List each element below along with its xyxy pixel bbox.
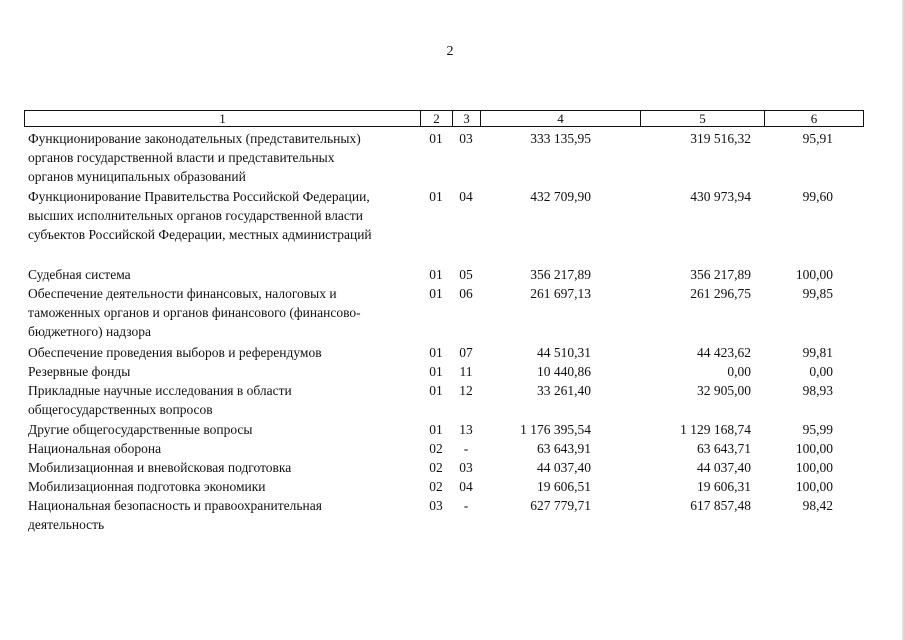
row-value-6: 100,00 [795, 479, 833, 494]
row-subsection: 12 [459, 383, 473, 398]
row-value-5: 0,00 [727, 364, 751, 379]
row-name-line: органов муниципальных образований [28, 169, 246, 184]
header-cell-6: 6 [810, 111, 818, 126]
row-section: 01 [429, 286, 443, 301]
row-name-line: Национальная безопасность и правоохранительная [28, 498, 322, 513]
row-subsection: 05 [459, 267, 473, 282]
row-name-line: Мобилизационная и вневойсковая подготовка [28, 460, 292, 475]
header-cell-5: 5 [641, 111, 765, 126]
row-section: 01 [429, 267, 443, 282]
row-name [28, 187, 420, 244]
row-name [28, 439, 420, 458]
row-value-6: 99,85 [802, 286, 833, 301]
row-section: 03 [429, 498, 443, 513]
row-subsection: 11 [459, 364, 473, 379]
row-section: 01 [429, 131, 443, 146]
row-value-6: 98,93 [802, 383, 833, 398]
row-value-5: 32 905,00 [697, 383, 751, 398]
row-value-6: 99,60 [802, 189, 833, 204]
row-value-5: 617 857,48 [690, 498, 751, 513]
row-value-6: 100,00 [795, 441, 833, 456]
row-value-4: 333 135,95 [530, 131, 591, 146]
row-name-line: деятельность [28, 517, 105, 532]
row-name-line: высших исполнительных органов государственной власти [28, 208, 363, 223]
row-name [28, 343, 420, 362]
row-section: 01 [429, 364, 443, 379]
header-cell-1: 1 [25, 111, 421, 126]
header-cell-4: 4 [481, 111, 641, 126]
row-value-4: 432 709,90 [530, 189, 591, 204]
row-value-5: 63 643,71 [697, 441, 751, 456]
row-section: 01 [429, 189, 443, 204]
row-value-5: 430 973,94 [690, 189, 751, 204]
row-section: 01 [429, 422, 443, 437]
row-name-line: Резервные фонды [28, 364, 131, 379]
row-value-5: 356 217,89 [690, 267, 751, 282]
row-value-5: 1 129 168,74 [680, 422, 751, 437]
row-value-4: 33 261,40 [537, 383, 591, 398]
row-name-line: Другие общегосударственные вопросы [28, 422, 253, 437]
row-subsection: - [463, 498, 469, 513]
row-value-4: 627 779,71 [530, 498, 591, 513]
row-subsection: 03 [459, 131, 473, 146]
row-value-4: 19 606,51 [537, 479, 591, 494]
row-section: 01 [429, 345, 443, 360]
row-value-6: 95,91 [802, 131, 833, 146]
row-value-4: 356 217,89 [530, 267, 591, 282]
row-name-line: Функционирование законодательных (представительных) [28, 131, 361, 146]
row-subsection: 03 [459, 460, 473, 475]
row-name-line: Обеспечение проведения выборов и референдумов [28, 345, 322, 360]
row-section: 02 [429, 441, 443, 456]
row-name [28, 284, 420, 341]
row-value-4: 1 176 395,54 [520, 422, 591, 437]
row-subsection: 04 [459, 479, 473, 494]
row-subsection: 04 [459, 189, 473, 204]
row-value-4: 44 510,31 [537, 345, 591, 360]
row-name-line: Национальная оборона [28, 441, 162, 456]
header-cell-2: 2 [421, 111, 453, 126]
row-name [28, 496, 420, 534]
row-name [28, 265, 420, 284]
row-subsection: 13 [459, 422, 473, 437]
row-name [28, 477, 420, 496]
row-value-4: 10 440,86 [537, 364, 591, 379]
row-section: 02 [429, 460, 443, 475]
row-name [28, 362, 420, 381]
row-subsection: 06 [459, 286, 473, 301]
row-value-4: 261 697,13 [530, 286, 591, 301]
row-value-6: 95,99 [802, 422, 833, 437]
row-value-6: 0,00 [809, 364, 833, 379]
row-value-6: 100,00 [795, 267, 833, 282]
row-value-5: 261 296,75 [690, 286, 751, 301]
row-name-line: таможенных органов и органов финансового (финансово- [28, 305, 361, 320]
row-name-line: общегосударственных вопросов [28, 402, 213, 417]
row-name-line: Мобилизационная подготовка экономики [28, 479, 266, 494]
row-value-6: 100,00 [795, 460, 833, 475]
row-name [28, 420, 420, 439]
row-value-5: 44 423,62 [697, 345, 751, 360]
row-value-5: 19 606,31 [697, 479, 751, 494]
page-number: 2 [446, 44, 454, 59]
row-name-line: Функционирование Правительства Российской Федерации, [28, 189, 370, 204]
row-name [28, 458, 420, 477]
row-value-5: 44 037,40 [697, 460, 751, 475]
row-name-line: бюджетного) надзора [28, 324, 151, 339]
row-subsection: - [463, 441, 469, 456]
row-section: 01 [429, 383, 443, 398]
row-value-5: 319 516,32 [690, 131, 751, 146]
row-value-6: 99,81 [802, 345, 833, 360]
row-value-4: 44 037,40 [537, 460, 591, 475]
row-section: 02 [429, 479, 443, 494]
row-value-6: 98,42 [802, 498, 833, 513]
row-name-line: Прикладные научные исследования в области [28, 383, 292, 398]
row-name-line: Обеспечение деятельности финансовых, налоговых и [28, 286, 337, 301]
row-name [28, 381, 420, 419]
row-subsection: 07 [459, 345, 473, 360]
row-value-4: 63 643,91 [537, 441, 591, 456]
row-name [28, 129, 420, 186]
row-name-line: Судебная система [28, 267, 131, 282]
row-name-line: органов государственной власти и представительных [28, 150, 335, 165]
table-header [24, 110, 864, 127]
row-name-line: субъектов Российской Федерации, местных администраций [28, 227, 372, 242]
header-cell-3: 3 [453, 111, 481, 126]
